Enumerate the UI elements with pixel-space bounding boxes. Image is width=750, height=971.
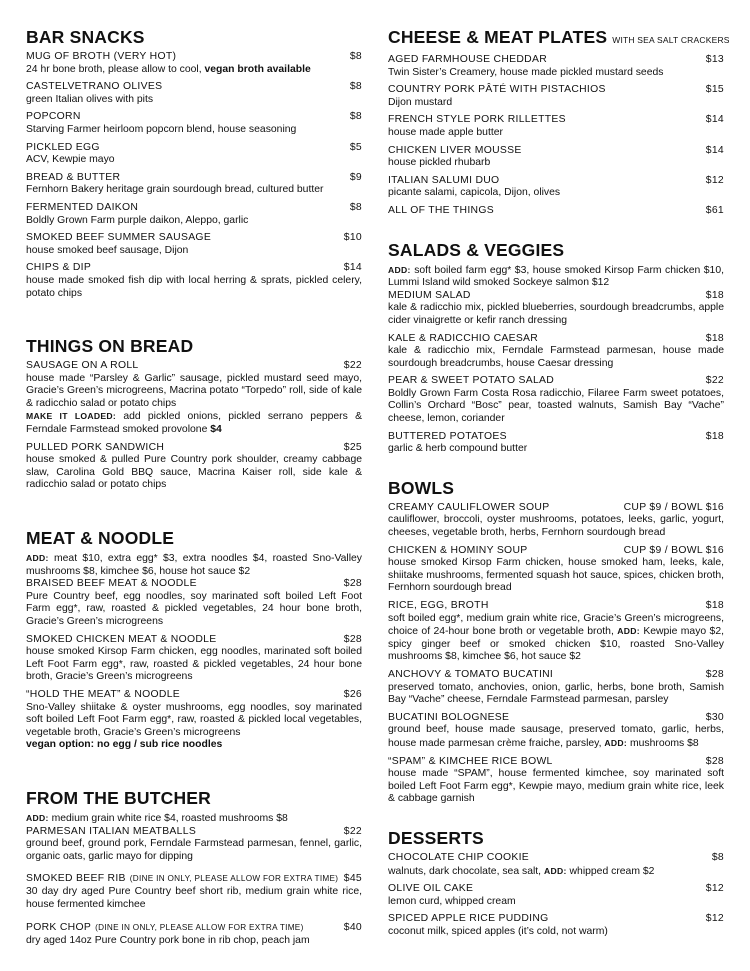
section-title: DESSERTS <box>388 827 484 848</box>
item-description: cauliflower, broccoli, oyster mushrooms, potatoes, leeks, garlic, yogurt, cheeses, vegetable broth, herbs, Fernhorn sourdough bread <box>388 514 724 539</box>
item-name: “HOLD THE MEAT” & NOODLE <box>26 688 181 700</box>
item-description: kale & radicchio mix, Ferndale Farmstead parmesan, house made sourdough breadcrumbs, house Caesar dressing <box>388 345 724 369</box>
menu-item-pork-rillettes <box>388 114 724 139</box>
item-description: ground beef, ground pork, Ferndale Farmstead parmesan, fennel, garlic, organic oats, garlic mayo for dipping <box>26 838 362 862</box>
menu-item-salumi-duo <box>388 175 724 200</box>
section-title: CHEESE & MEAT PLATES WITH SEA SALT CRACKERS <box>388 27 730 47</box>
item-name: PEAR & SWEET POTATO SALAD <box>388 375 555 387</box>
item-price: $22 <box>343 825 362 837</box>
menu-item-bread-butter <box>26 172 362 197</box>
vegan-option: vegan option: no egg / sub rice noodles <box>26 739 223 751</box>
left-column <box>26 27 362 969</box>
item-price: $14 <box>705 114 724 126</box>
item-description: walnuts, dark chocolate, sea salt, ADD: whipped cream $2 <box>388 865 655 877</box>
item-name: SMOKED BEEF SUMMER SAUSAGE <box>26 232 212 244</box>
item-price: CUP $9 / BOWL $16 <box>623 501 724 513</box>
menu-item-buttered-potatoes <box>388 431 724 456</box>
section-desserts <box>388 828 724 939</box>
menu-item-chocolate-chip-cookie <box>388 852 724 878</box>
menu-item-kale-caesar <box>388 333 724 371</box>
item-price: $28 <box>343 633 362 645</box>
item-name: ITALIAN SALUMI DUO <box>388 174 500 186</box>
item-price: $12 <box>705 174 724 186</box>
item-price: $8 <box>349 201 362 213</box>
item-name: FRENCH STYLE PORK RILLETTES <box>388 114 566 126</box>
item-name: PARMESAN ITALIAN MEATBALLS <box>26 825 197 837</box>
item-description: kale & radicchio mix, pickled blueberries, sourdough breadcrumbs, apple cider vinaigrette or kefir ranch dressing <box>388 302 724 326</box>
item-name: COUNTRY PORK PÂTÉ WITH PISTACHIOS <box>388 84 606 96</box>
item-description: Sno-Valley shiitake & oyster mushrooms, egg noodles, soy marinated soft boiled Left Foot Farm egg*, raw, roasted & pickled local vegetables, vegetable broth, Gracie’s Green’s microgreens <box>26 701 362 738</box>
section-salads-veggies <box>388 240 724 456</box>
item-name: KALE & RADICCHIO CAESAR <box>388 332 539 344</box>
item-description: Fernhorn Bakery heritage grain sourdough bread, cultured butter <box>26 184 324 196</box>
menu-item-pork-pate <box>388 84 724 109</box>
menu-item-parmesan-meatballs <box>26 826 362 864</box>
item-price: $28 <box>343 578 362 590</box>
section-title: BOWLS <box>388 477 455 498</box>
menu-item-rice-egg-broth <box>388 600 724 664</box>
item-price: $12 <box>705 883 724 895</box>
item-description: ACV, Kewpie mayo <box>26 154 115 166</box>
menu-item-summer-sausage <box>26 232 362 257</box>
menu-item-popcorn <box>26 111 362 136</box>
section-cheese-meat-plates <box>388 27 730 218</box>
item-name: PORK CHOP <box>26 921 92 933</box>
section-things-on-bread <box>26 336 362 492</box>
right-column <box>388 27 730 960</box>
item-description: Starving Farmer heirloom popcorn blend, house seasoning <box>26 123 297 135</box>
item-price: $28 <box>705 755 724 767</box>
item-price: $8 <box>711 851 724 863</box>
item-price: $61 <box>705 204 724 216</box>
item-description: house made “SPAM”, house fermented kimchee, soy marinated soft boiled Left Foot Farm egg*, Kewpie mayo, medium grain white rice, leek & cabbage garnish <box>388 768 724 805</box>
item-description: Dijon mustard <box>388 96 453 108</box>
menu-item-spam-kimchee-bowl <box>388 756 724 806</box>
item-description: house smoked Kirsop Farm chicken, house smoked ham, leeks, kale, shiitake mushrooms, fermented squash hot sauce, spices, chicken broth, Fernhorn sourdough bread <box>388 557 724 594</box>
item-name: CASTELVETRANO OLIVES <box>26 81 163 93</box>
item-price: $18 <box>705 430 724 442</box>
section-title: SALADS & VEGGIES <box>388 239 565 260</box>
item-name: OLIVE OIL CAKE <box>388 883 474 895</box>
item-name: “SPAM” & KIMCHEE RICE BOWL <box>388 755 553 767</box>
item-price: $14 <box>343 262 362 274</box>
menu-item-braised-beef <box>26 578 362 628</box>
menu-item-hold-the-meat <box>26 689 362 752</box>
item-description: house pickled rhubarb <box>388 157 491 169</box>
item-name: ANCHOVY & TOMATO BUCATINI <box>388 668 554 680</box>
menu-item-smoked-beef-rib <box>26 868 362 911</box>
section-title: FROM THE BUTCHER <box>26 787 211 808</box>
menu-item-pickled-egg <box>26 142 362 167</box>
item-description: 30 day dry aged Pure Country beef short rib, medium grain white rice, house fermented kimchee <box>26 886 362 910</box>
item-description: house made smoked fish dip with local herring & sprats, pickled celery, potato chips <box>26 274 362 299</box>
menu-item-fermented-daikon <box>26 202 362 227</box>
make-it-loaded-addon: MAKE IT LOADED: add pickled onions, pickled serrano peppers & Ferndale Farmstead smoked provolone $4 <box>26 411 363 436</box>
menu-item-pulled-pork-sandwich <box>26 442 362 492</box>
menu-item-mug-of-broth <box>26 51 362 76</box>
item-price: $15 <box>705 84 724 96</box>
menu-item-aged-cheddar <box>388 54 724 79</box>
item-name: FERMENTED DAIKON <box>26 201 139 213</box>
section-title: MEAT & NOODLE <box>26 528 175 549</box>
menu-item-chicken-hominy-soup <box>388 545 724 595</box>
item-description: Boldly Grown Farm Costa Rosa radicchio, Filaree Farm sweet potatoes, Collin’s Orchard “Bosc” pear, toasted walnuts, Samish Bay “Vache” cheese, lemon, coriander <box>388 387 724 425</box>
item-name: SAUSAGE ON A ROLL <box>26 360 139 372</box>
section-title: BAR SNACKS <box>26 27 145 47</box>
item-description: lemon curd, whipped cream <box>388 895 516 907</box>
item-price: $5 <box>349 141 362 153</box>
menu-item-smoked-chicken <box>26 634 362 684</box>
item-description: ground beef, house made sausage, preserved tomato, garlic, herbs, house made parmesan crème fraiche, parsley, ADD: mushrooms $8 <box>388 724 724 749</box>
vegan-note: vegan broth available <box>204 63 311 75</box>
item-name: POPCORN <box>26 111 81 123</box>
item-price: $8 <box>349 111 362 123</box>
dine-in-note: (DINE IN ONLY, PLEASE ALLOW FOR EXTRA TIME) <box>129 874 339 884</box>
dine-in-note: (DINE IN ONLY, PLEASE ALLOW FOR EXTRA TIME) <box>95 922 304 932</box>
item-description: Pure Country beef, egg noodles, soy marinated soft boiled Left Foot Farm egg*, raw, roasted & pickled vegetables, 24 hour bone broth, Gracie’s Green’s microgreens <box>26 590 362 627</box>
item-price: $10 <box>343 232 362 244</box>
item-name: SPICED APPLE RICE PUDDING <box>388 913 549 925</box>
item-price: $18 <box>705 600 724 611</box>
section-meat-noodle <box>26 528 362 752</box>
menu-item-anchovy-bucatini <box>388 669 724 707</box>
item-name: SMOKED BEEF RIB <box>26 873 126 885</box>
item-name: CHOCOLATE CHIP COOKIE <box>388 851 530 863</box>
item-name: BRAISED BEEF MEAT & NOODLE <box>26 578 197 590</box>
item-description: coconut milk, spiced apples (it’s cold, not warm) <box>388 925 608 937</box>
item-description: soft boiled egg*, medium grain white rice, Gracie’s Green’s microgreens, choice of 24-hour bone broth or vegetable broth, ADD: Kewpie mayo $2, spicy ginger beef or smoked chicken $10, roasted Sno-Valley mushrooms $8, kimchee $6, hot sauce $2 <box>388 612 725 663</box>
item-name: BREAD & BUTTER <box>26 171 121 183</box>
menu-item-all-of-the-things <box>388 205 724 218</box>
item-description: house made apple butter <box>388 126 503 138</box>
item-name: BUTTERED POTATOES <box>388 430 507 442</box>
item-price: $40 <box>343 921 362 933</box>
menu-item-chips-dip <box>26 262 362 300</box>
item-price: $28 <box>705 668 724 680</box>
item-description: dry aged 14oz Pure Country pork bone in rib chop, peach jam <box>26 934 310 946</box>
menu-item-rice-pudding <box>388 913 724 938</box>
menu-item-pork-chop <box>26 917 362 948</box>
item-description: house made “Parsley & Garlic” sausage, pickled mustard seed mayo, Gracie’s Green’s microgreens, Macrina potato “Torpedo” roll, side of kale & radicchio salad or potato chips <box>26 372 362 409</box>
item-description: house smoked beef sausage, Dijon <box>26 244 189 256</box>
add-ons: ADD: medium grain white rice $4, roasted mushrooms $8 <box>26 812 288 824</box>
item-price: $30 <box>705 711 724 723</box>
menu-item-chicken-liver-mousse <box>388 145 724 170</box>
item-description: garlic & herb compound butter <box>388 443 528 455</box>
item-price: $26 <box>343 688 362 700</box>
item-price: $45 <box>343 873 362 885</box>
menu-item-castelvetrano-olives <box>26 81 362 106</box>
item-name: CHICKEN & HOMINY SOUP <box>388 544 528 556</box>
item-name: PULLED PORK SANDWICH <box>26 441 165 453</box>
item-description: Boldly Grown Farm purple daikon, Aleppo, garlic <box>26 214 249 226</box>
item-price: $12 <box>705 913 724 925</box>
item-price: $13 <box>705 54 724 65</box>
menu-item-olive-oil-cake <box>388 883 724 908</box>
item-price: $9 <box>349 171 362 183</box>
menu-item-medium-salad <box>388 290 724 328</box>
menu-item-bucatini-bolognese <box>388 712 724 751</box>
item-description: picante salami, capicola, Dijon, olives <box>388 187 561 199</box>
item-price: $18 <box>705 332 724 344</box>
section-bar-snacks <box>26 27 362 300</box>
item-name: PICKLED EGG <box>26 141 100 153</box>
section-bowls <box>388 478 724 806</box>
item-price: $22 <box>343 360 362 372</box>
item-name: RICE, EGG, BROTH <box>388 600 489 611</box>
section-subtitle: WITH SEA SALT CRACKERS <box>612 35 730 45</box>
item-price: $14 <box>705 144 724 156</box>
menu-item-pear-sweet-potato <box>388 375 724 425</box>
item-price: $18 <box>705 289 724 301</box>
item-name: CHIPS & DIP <box>26 262 92 274</box>
item-description: house smoked & pulled Pure Country pork shoulder, creamy cabbage slaw, Carolina Gold BBQ sauce, Macrina Kaiser roll, side kale & radicchio salad or potato chips <box>26 454 362 491</box>
item-name: AGED FARMHOUSE CHEDDAR <box>388 54 548 65</box>
section-title: THINGS ON BREAD <box>26 336 194 357</box>
add-ons: ADD: meat $10, extra egg* $3, extra noodles $4, roasted Sno-Valley mushrooms $8, kimchee $6, house hot sauce $2 <box>26 553 363 577</box>
section-from-the-butcher <box>26 788 362 947</box>
item-description: Twin Sister’s Creamery, house made pickled mustard seeds <box>388 66 664 78</box>
item-price: CUP $9 / BOWL $16 <box>623 544 724 556</box>
item-description: preserved tomato, anchovies, onion, garlic, herbs, bone broth, Samish Bay “Vache” cheese, Ferndale Farmstead parmesan, parsley <box>388 681 724 706</box>
item-price: $22 <box>705 375 724 387</box>
item-name: SMOKED CHICKEN MEAT & NOODLE <box>26 633 217 645</box>
item-price: $8 <box>349 81 362 93</box>
item-description: 24 hr bone broth, please allow to cool, vegan broth available <box>26 63 311 75</box>
item-name: MEDIUM SALAD <box>388 289 471 301</box>
item-name: MUG OF BROTH (VERY HOT) <box>26 51 177 62</box>
item-price: $8 <box>349 51 362 62</box>
item-name: CHICKEN LIVER MOUSSE <box>388 144 522 156</box>
item-price: $25 <box>343 441 362 453</box>
item-name: BUCATINI BOLOGNESE <box>388 711 510 723</box>
menu-item-sausage-on-a-roll <box>26 360 362 437</box>
menu-item-cauliflower-soup <box>388 502 724 540</box>
item-name: CREAMY CAULIFLOWER SOUP <box>388 501 550 513</box>
item-name: ALL OF THE THINGS <box>388 204 494 216</box>
item-description: house smoked Kirsop Farm chicken, egg noodles, marinated soft boiled Left Foot Farm egg*, raw, roasted & pickled vegetables, 24 hour bone broth, Gracie’s Green’s microgreens <box>26 646 362 683</box>
add-ons: ADD: soft boiled farm egg* $3, house smoked Kirsop Farm chicken $10, Lummi Island wild smoked Sockeye salmon $12 <box>388 264 725 289</box>
item-description: green Italian olives with pits <box>26 93 154 105</box>
